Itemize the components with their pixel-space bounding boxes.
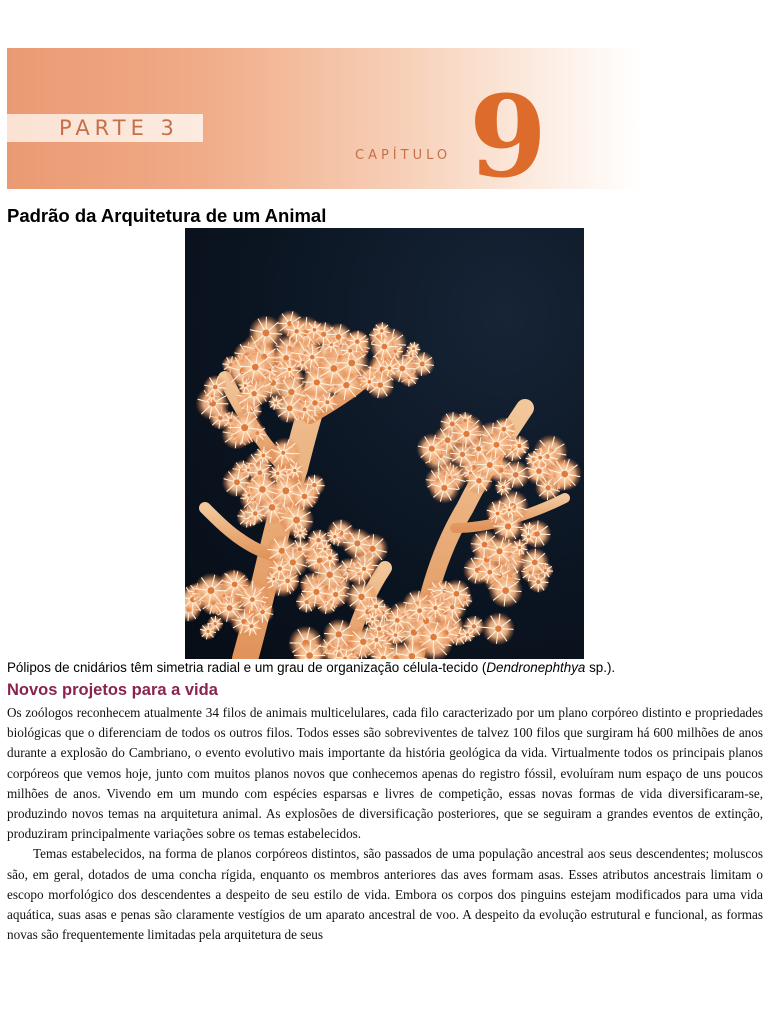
chapter-banner [7, 48, 641, 189]
polyp-core [251, 391, 256, 396]
polyp-core [333, 535, 336, 538]
polyp-core [371, 618, 374, 621]
polyp-core [288, 368, 291, 371]
coral-polyps [185, 310, 582, 659]
polyp-core [518, 546, 521, 549]
polyp-core [290, 559, 296, 565]
polyp-core [253, 511, 257, 515]
polyp-core [227, 605, 233, 611]
polyp-core [232, 582, 238, 588]
polyp [320, 549, 339, 568]
polyp [281, 361, 298, 378]
polyp-core [420, 362, 425, 367]
polyp-core [466, 633, 469, 636]
polyp-core [306, 652, 313, 659]
polyp-core [417, 608, 422, 613]
polyp-core [328, 556, 332, 560]
polyp-core [527, 535, 530, 538]
part-label: PARTE 3 [59, 116, 179, 140]
polyp-core [382, 344, 388, 350]
polyp-core [314, 379, 320, 385]
polyp [199, 623, 216, 640]
polyp-core [487, 570, 492, 575]
polyp [269, 558, 291, 580]
polyp-core [505, 523, 511, 529]
polyp-core [508, 508, 511, 511]
polyp-core [429, 446, 435, 452]
polyp-core [380, 329, 384, 333]
polyp-core [476, 478, 481, 483]
polyp-core [244, 384, 247, 387]
polyp-core [538, 456, 542, 460]
polyp-core [494, 442, 500, 448]
polyp [354, 558, 375, 579]
figure-caption [7, 660, 767, 675]
polyp-core [302, 494, 308, 500]
polyp-core [374, 604, 378, 608]
polyp-core [262, 454, 266, 458]
page-title: Padrão da Arquitetura de um Animal [7, 205, 327, 226]
polyp [268, 395, 283, 410]
polyp-core [252, 364, 259, 371]
paragraph-2: Temas estabelecidos, na forma de planos corpóreos distintos, são passados de uma população ancestral aos seus descendentes; moluscos são, em geral, dotados de uma concha rígida, enquanto os membros anteriores das aves formam asas. Esses atributos ancestrais limitam o escopo morfológico dos descendentes a despeito de seu estilo de vida. Embora os corpos dos pinguins estejam modificados para uma vida aquática, suas asas e penas são claramente vestígios de um aparato ancestral de voo. A despeito da evolução estrutural e funcional, as formas novas são frequentemente limitadas pela arquitetura de seus [7, 846, 763, 943]
polyp-core [502, 486, 505, 489]
polyp [203, 375, 227, 399]
polyp-core [517, 444, 521, 448]
polyp-core [294, 329, 298, 333]
polyp [484, 536, 515, 567]
polyp-core [476, 446, 481, 451]
polyp [241, 616, 262, 637]
polyp [342, 528, 373, 559]
polyp [360, 373, 379, 392]
polyp [451, 418, 483, 450]
polyp-core [259, 486, 266, 493]
polyp [481, 430, 511, 460]
polyp-core [399, 366, 405, 372]
polyp-core [206, 630, 209, 633]
polyp-core [343, 382, 349, 388]
polyp [372, 322, 390, 340]
polyp-core [325, 400, 329, 404]
polyp [238, 350, 272, 384]
polyp-core [433, 606, 437, 610]
polyp [502, 502, 517, 517]
polyp [323, 618, 355, 650]
polyp-core [336, 631, 342, 637]
polyp-core [213, 622, 216, 625]
polyp-core [395, 618, 400, 623]
body-text [7, 703, 763, 945]
polyp-core [313, 328, 317, 332]
polyp [429, 472, 460, 503]
polyp [245, 472, 279, 506]
polyp-core [234, 479, 240, 485]
polyp [290, 482, 319, 511]
polyp-core [513, 472, 519, 478]
chapter-number: 9 [469, 72, 547, 189]
polyp-core [355, 339, 360, 344]
polyp-core [463, 431, 469, 437]
polyp-core [241, 424, 248, 431]
polyp-core [354, 540, 360, 546]
polyp [366, 630, 386, 650]
polyp-core [313, 589, 319, 595]
polyp-core [348, 359, 355, 366]
polyp-core [441, 485, 447, 491]
polyp-core [276, 472, 280, 476]
polyp [482, 612, 515, 645]
polyp-core [282, 487, 289, 494]
section-heading: Novos projetos para a vida [7, 681, 218, 699]
polyp-core [375, 638, 379, 642]
caption-species: Dendronephthya [486, 660, 586, 675]
polyp [530, 448, 550, 468]
polyp-core [316, 538, 320, 542]
polyp-core [263, 330, 270, 337]
polyp-core [326, 572, 332, 578]
caption-end: sp.). [585, 660, 616, 675]
polyp [286, 462, 303, 479]
coral-photo [185, 228, 584, 659]
polyp [442, 579, 471, 608]
paragraph-1: Os zoólogos reconhecem atualmente 34 filos de animais multicelulares, cada filo caracterizado por um plano corpóreo distinto e propriedades biológicas que o diferenciam de todos os outros filos. Todos esses são sobreviventes de talvez 100 filos que surgiram há 600 milhões de anos durante a explosão do Cambriano, o evento evolutivo mais importante da história geológica da vida. Virtualmente todos os principais planos corpóreos que vemos hoje, junto com muitos planos novos que conhecemos apenas do registro fóssil, evoluíram num espaço de uns poucos milhões de anos. Vivendo em um mundo com espécies esparsas e livres de competição, essas novas formas de vida diversificaram-se, produzindo novos temas na arquitetura animal. As explosões de diversificação posteriores, que se seguiram a grandes eventos de extinção, produziram principalmente variações sobre os temas estabelecidos. [7, 705, 763, 842]
polyp-core [269, 504, 276, 511]
polyp [416, 433, 447, 464]
polyp [380, 359, 398, 377]
polyp-core [454, 591, 460, 597]
polyp-core [536, 468, 542, 474]
caption-text: Pólipos de cnidários têm simetria radial e um grau de organização célula-tecido ( [7, 660, 487, 675]
polyp-core [213, 385, 218, 390]
polyp-core [472, 624, 476, 628]
polyp-core [394, 633, 397, 636]
polyp [387, 626, 405, 644]
polyp-core [388, 366, 392, 370]
polyp-core [249, 624, 253, 628]
polyp [548, 457, 582, 491]
polyp [345, 330, 369, 354]
polyp-core [287, 405, 293, 411]
polyp-core [496, 512, 500, 516]
polyp-core [360, 639, 366, 645]
polyp-core [561, 471, 568, 478]
polyp-core [250, 597, 255, 602]
polyp-core [285, 578, 290, 583]
polyp-core [460, 452, 465, 457]
polyp-core [281, 451, 285, 455]
polyp [193, 573, 228, 608]
polyp-core [293, 517, 300, 524]
coral-illustration [185, 228, 584, 659]
polyp-core [430, 634, 437, 641]
polyp-core [362, 567, 366, 571]
polyp-core [293, 469, 296, 472]
polyp [285, 320, 308, 343]
polyp [227, 410, 263, 446]
polyp [240, 587, 264, 611]
polyp-core [495, 626, 501, 632]
polyp-core [333, 592, 338, 597]
polyp-core [278, 566, 282, 570]
polyp-core [496, 548, 502, 554]
polyp-core [487, 462, 493, 468]
polyp [301, 345, 324, 368]
polyp-core [310, 355, 315, 360]
polyp [273, 443, 293, 463]
polyp-core [208, 587, 215, 594]
polyp [511, 539, 528, 556]
polyp [293, 525, 308, 540]
polyp-core [299, 531, 302, 534]
chapter-label: CAPÍTULO [355, 148, 452, 163]
polyp [460, 627, 475, 642]
polyp [365, 612, 380, 627]
polyp-core [532, 559, 538, 565]
polyp-core [368, 380, 372, 384]
polyp-core [502, 587, 509, 594]
polyp-core [274, 401, 277, 404]
polyp-core [412, 347, 415, 350]
